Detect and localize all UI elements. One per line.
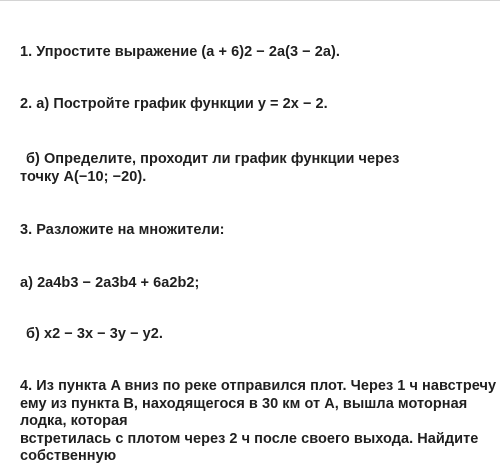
task-4-text-line2: ему из пункта B, находящегося в 30 км от A, вышла моторная bbox=[20, 396, 468, 412]
task-1-text: 1. Упростите выражение (a + 6)2 − 2a(3 − 2a). bbox=[20, 44, 340, 60]
task-3a-text: а) 2a4b3 − 2a3b4 + 6a2b2; bbox=[20, 275, 200, 291]
task-4-text-line3: лодка, которая bbox=[20, 413, 128, 429]
task-3-text: 3. Разложите на множители: bbox=[20, 222, 225, 238]
task-2b-text-line1: б) Определите, проходит ли график функции через bbox=[26, 151, 400, 167]
task-4-text-line4: встретилась с плотом через 2 ч после своего выхода. Найдите bbox=[20, 431, 479, 447]
top-divider bbox=[0, 0, 500, 1]
task-2a-text: 2. а) Постройте график функции y = 2x − 2. bbox=[20, 96, 328, 112]
task-2b-text-line2: точку A(−10; −20). bbox=[20, 169, 147, 185]
task-3b-text: б) x2 − 3x − 3y − y2. bbox=[26, 326, 163, 342]
task-4-text-line1: 4. Из пункта A вниз по реке отправился плот. Через 1 ч навстречу bbox=[20, 378, 497, 394]
task-4-text-line5: собственную bbox=[20, 448, 117, 464]
